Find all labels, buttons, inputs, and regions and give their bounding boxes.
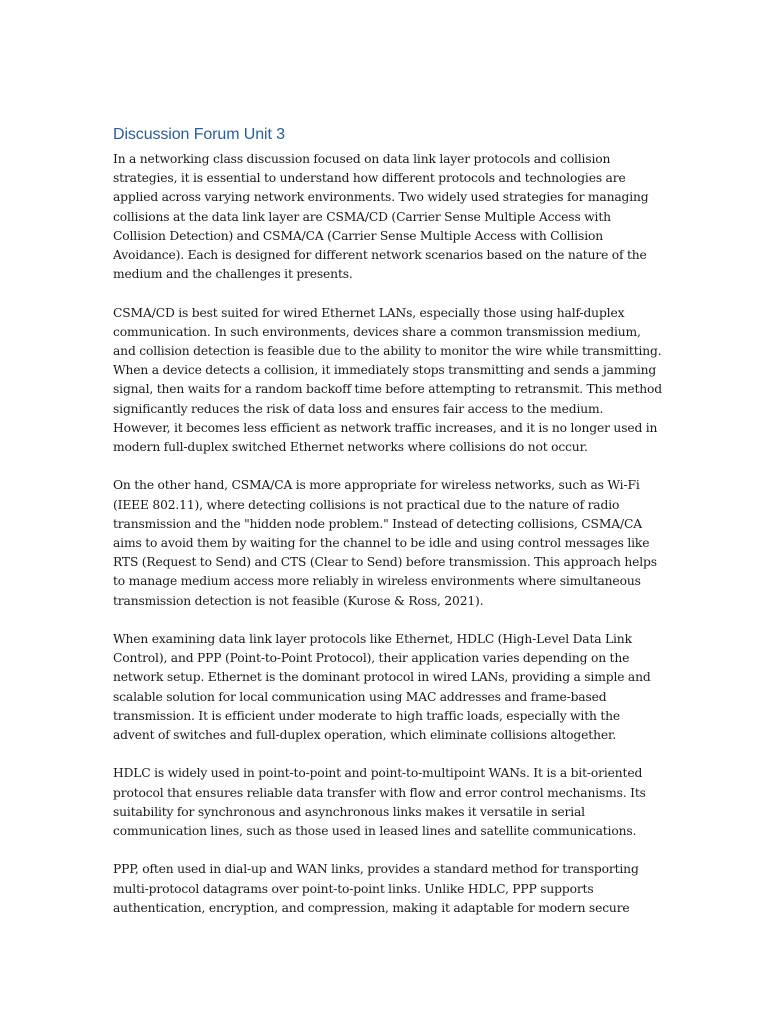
paragraph-csma-ca: On the other hand, CSMA/CA is more appropriate for wireless networks, such as Wi-Fi (IEEE 802.11), where detecting collisions is not practical due to the nature of radio transmission and the "hidden node problem." Instead of detecting collisions, CSMA/CA aims to avoid them by waiting for the channel to be idle and using control messages like RTS (Request to Send) and CTS (Clear to Send) before transmission. This approach helps to manage medium access more reliably in wireless environments where simultaneous transmission detection is not feasible (Kurose & Ross, 2021). — [113, 478, 657, 608]
paragraph-ppp: PPP, often used in dial-up and WAN links, provides a standard method for transporting multi-protocol datagrams over point-to-point links. Unlike HDLC, PPP supports authentication, encryption, and compression, making it adaptable for modern secure — [113, 862, 639, 915]
paragraph-hdlc: HDLC is widely used in point-to-point and point-to-multipoint WANs. It is a bit-oriented protocol that ensures reliable data transfer with flow and error control mechanisms. Its suitability for synchronous and asynchronous links makes it versatile in serial communication lines, such as those used in leased lines and satellite communications. — [113, 766, 646, 839]
paragraph-protocols: When examining data link layer protocols like Ethernet, HDLC (High-Level Data Link Control), and PPP (Point-to-Point Protocol), their application varies depending on the network setup. Ethernet is the dominant protocol in wired LANs, providing a simple and scalable solution for local communication using MAC addresses and frame-based transmission. It is efficient under moderate to high traffic loads, especially with the advent of switches and full-duplex operation, which eliminate collisions altogether. — [113, 632, 651, 743]
paragraph-csma-cd: CSMA/CD is best suited for wired Ethernet LANs, especially those using half-duplex communication. In such environments, devices share a common transmission medium, and collision detection is feasible due to the ability to monitor the wire while transmitting. When a device detects a collision, it immediately stops transmitting and sends a jamming signal, then waits for a random backoff time before attempting to retransmit. This method significantly reduces the risk of data loss and ensures fair access to the medium. However, it becomes less efficient as network traffic increases, and it is no longer used in modern full-duplex switched Ethernet networks where collisions do not occur. — [113, 305, 662, 455]
document-page — [113, 124, 663, 937]
document-title: Discussion Forum Unit 3 — [113, 126, 285, 143]
paragraph-intro: In a networking class discussion focused on data link layer protocols and collision strategies, it is essential to understand how different protocols and technologies are applied across varying network environments. Two widely used strategies for managing collisions at the data link layer are CSMA/CD (Carrier Sense Multiple Access with Collision Detection) and CSMA/CA (Carrier Sense Multiple Access with Collision Avoidance). Each is designed for different network scenarios based on the nature of the medium and the challenges it presents. — [113, 152, 649, 282]
